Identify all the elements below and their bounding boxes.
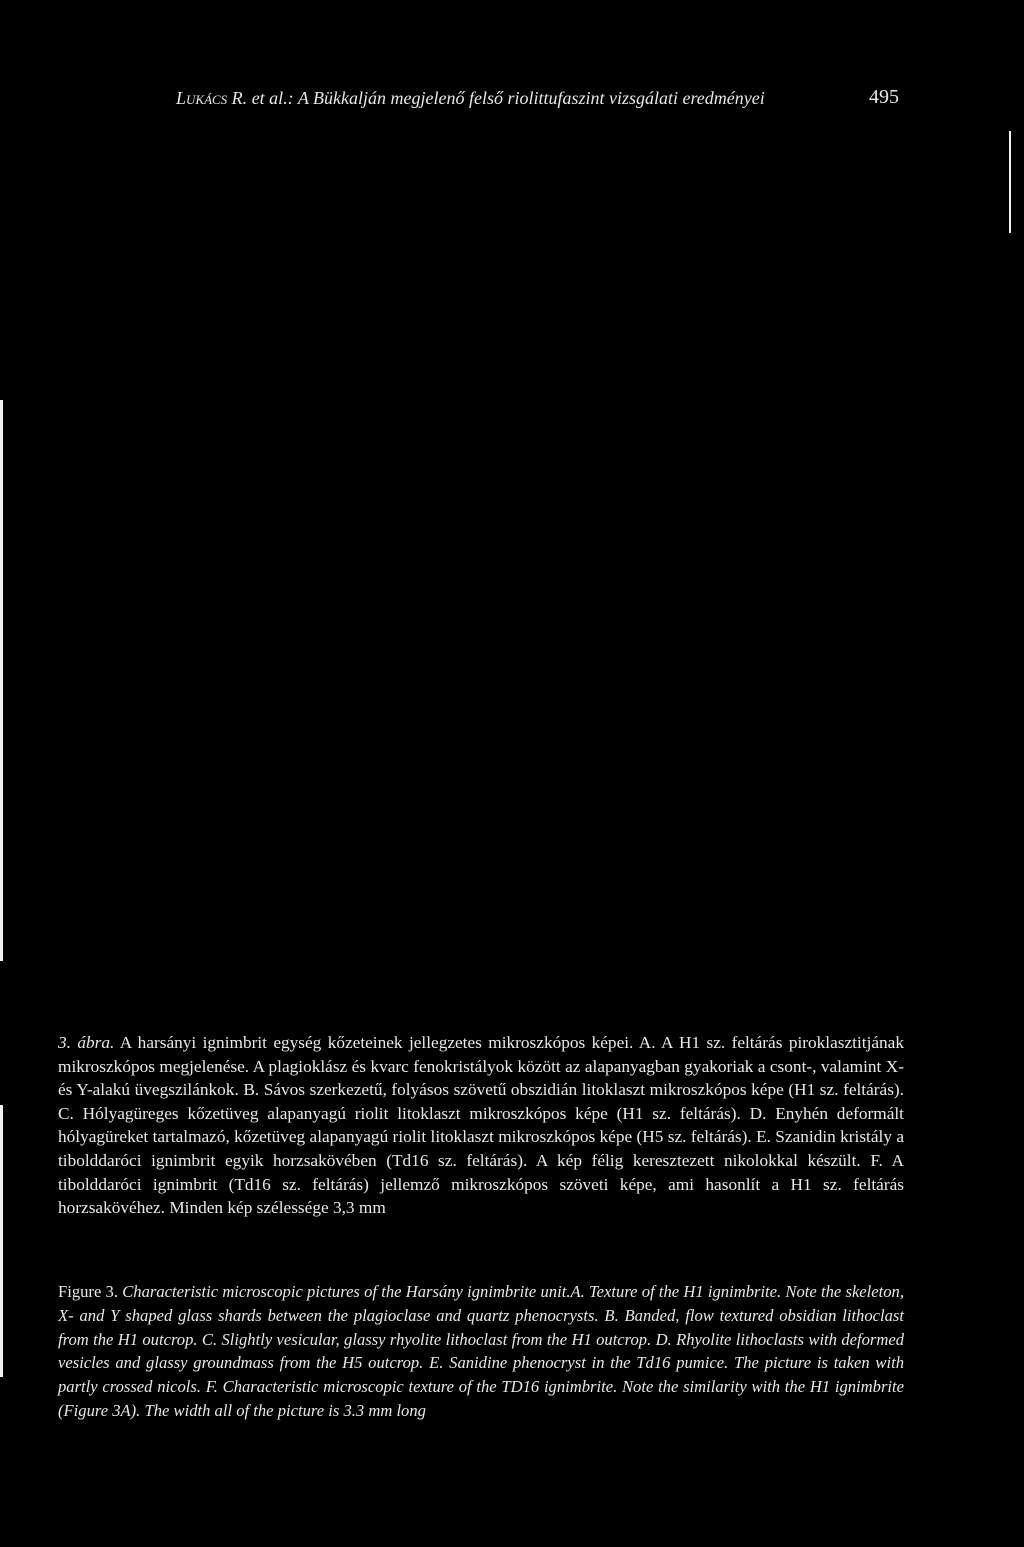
scan-edge-mark-right (1009, 131, 1011, 233)
figure-label-hungarian: 3. ábra. (58, 1033, 115, 1052)
figure-caption-english (58, 1280, 904, 1423)
scan-edge-mark-left-top (0, 400, 3, 961)
running-head-title: et al.: A Bükkalján megjelenő felső riolittufaszint vizsgálati eredményei (247, 88, 765, 108)
running-head-author: Lukács R. (176, 88, 248, 108)
caption-text-hungarian: A harsányi ignimbrit egység kőzeteinek jellegzetes mikroszkópos képei. A. A H1 sz. feltárás piroklasztitjának mikroszkópos megjelenése. A plagioklász és kvarc fenokristályok között az alapanyagban gyakoriak a csont-, valamint X- és Y-alakú üvegszilánkok. B. Sávos szerkezetű, folyásos szövetű obszidián litoklaszt mikroszkópos képe (H1 sz. feltárás). C. Hólyagüreges kőzetüveg alapanyagú riolit litoklaszt mikroszkópos képe (H1 sz. feltárás). D. Enyhén deformált hólyagüreket tartalmazó, kőzetüveg alapanyagú riolit litoklaszt mikroszkópos képe (H5 sz. feltárás). E. Szanidin kristály a tibolddaróci ignimbrit egyik horzsakövében (Td16 sz. feltárás). A kép félig keresztezett nikolokkal készült. F. A tibolddaróci ignimbrit (Td16 sz. feltárás) jellemző mikroszkópos szöveti képe, ami hasonlít a H1 sz. feltárás horzsakövéhez. Minden kép szélessége 3,3 mm (58, 1033, 904, 1218)
figure-caption-hungarian (58, 1031, 904, 1220)
scan-edge-mark-left-bottom (0, 1105, 3, 1377)
figure-label-english: Figure 3. (58, 1282, 118, 1301)
running-head (176, 88, 765, 109)
page-number: 495 (869, 86, 899, 108)
caption-text-english: Characteristic microscopic pictures of the Harsány ignimbrite unit.A. Texture of the H1 ignimbrite. Note the skeleton, X- and Y shaped glass shards between the plagioclase and quartz phenocrysts. B. Banded, flow textured obsidian lithoclast from the H1 outcrop. C. Slightly vesicular, glassy rhyolite lithoclast from the H1 outcrop. D. Rhyolite lithoclasts with deformed vesicles and glassy groundmass from the H5 outcrop. E. Sanidine phenocryst in the Td16 pumice. The picture is taken with partly crossed nicols. F. Characteristic microscopic texture of the TD16 ignimbrite. Note the similarity with the H1 ignimbrite (Figure 3A). The width all of the picture is 3.3 mm long (58, 1282, 904, 1420)
